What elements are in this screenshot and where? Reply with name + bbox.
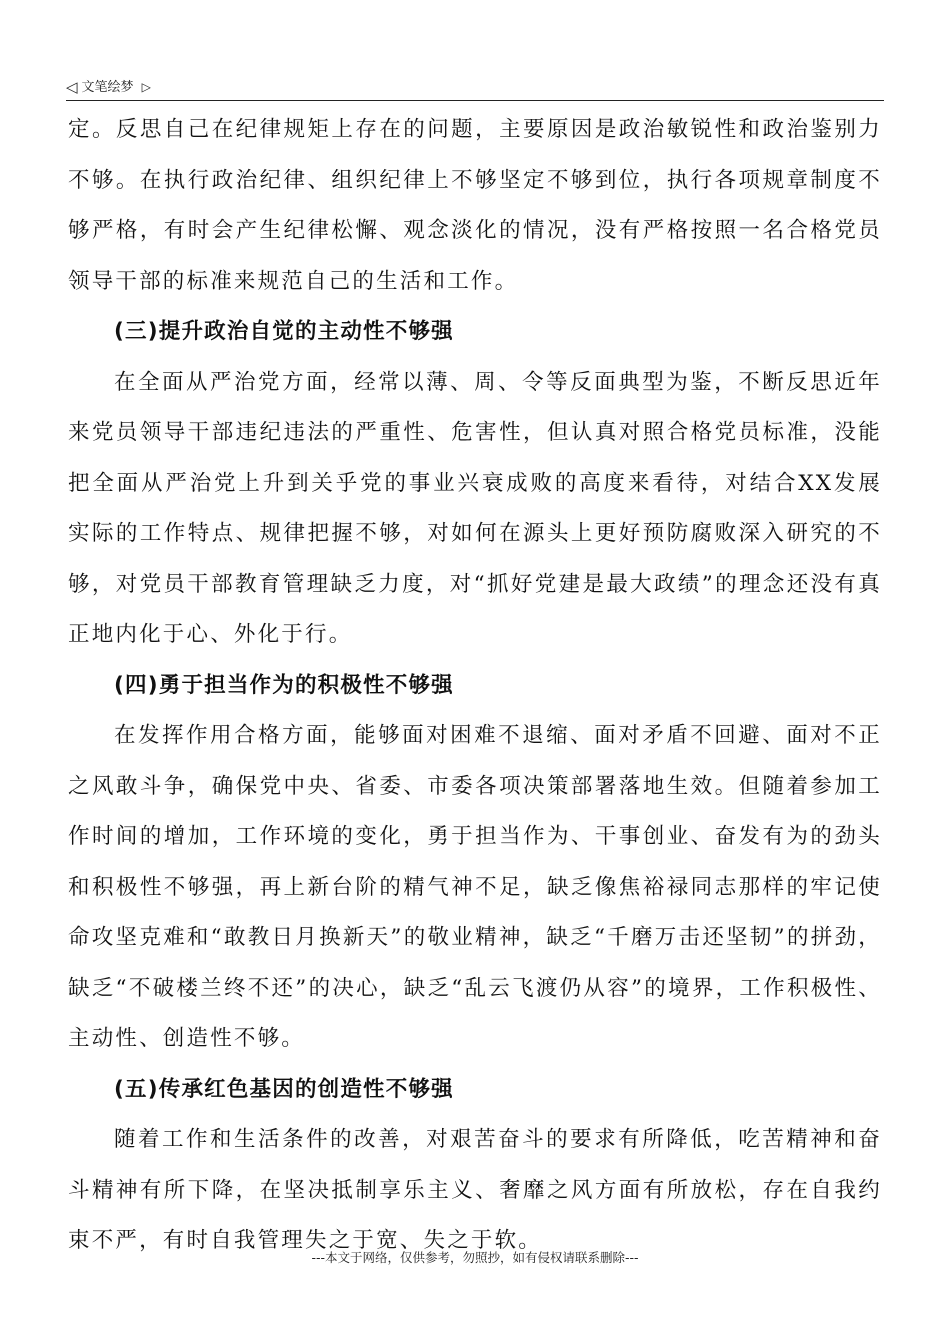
document-body: [68, 105, 882, 1267]
paragraph-section-5: 随着工作和生活条件的改善，对艰苦奋斗的要求有所降低，吃苦精神和奋斗精神有所下降，在坚决抵制享乐主义、奢靡之风方面有所放松，存在自我约束不严，有时自我管理失之于宽、失之于软。: [68, 1127, 882, 1253]
section-heading-3: (三)提升政治自觉的主动性不够强: [114, 319, 454, 344]
page-header: [66, 74, 884, 101]
page-footer-disclaimer: ---本文于网络，仅供参考，勿照抄，如有侵权请联系删除---: [311, 1250, 639, 1265]
triangle-right-icon: ▷: [141, 80, 151, 94]
section-heading-5: (五)传承红色基因的创造性不够强: [114, 1076, 454, 1102]
triangle-left-icon: ◁: [66, 77, 78, 96]
paragraph-section-4: 在发挥作用合格方面，能够面对困难不退缩、面对矛盾不回避、面对不正之风敢斗争，确保党中央、省委、市委各项决策部署落地生效。但随着参加工作时间的增加，工作环境的变化，勇于担当作为、干事创业、奋发有为的劲头和积极性不够强，再上新台阶的精气神不足，缺乏像焦裕禄同志那样的牢记使命攻坚克难和“敢教日月换新天”的敬业精神，缺乏“千磨万击还坚韧”的拼劲，缺乏“不破楼兰终不还”的决心，缺乏“乱云飞渡仍从容”的境界，工作积极性、主动性、创造性不够。: [68, 723, 882, 1051]
header-title: 文笔绘梦: [81, 79, 134, 95]
paragraph-section-3: 在全面从严治党方面，经常以薄、周、令等反面典型为鉴，不断反思近年来党员领导干部违纪违法的严重性、危害性，但认真对照合格党员标准，没能把全面从严治党上升到关乎党的事业兴衰成败的高度来看待，对结合XX发展实际的工作特点、规律把握不够，对如何在源头上更好预防腐败深入研究的不够，对党员干部教育管理缺乏力度，对“抓好党建是最大政绩”的理念还没有真正地内化于心、外化于行。: [68, 369, 882, 647]
section-heading-4: (四)勇于担当作为的积极性不够强: [114, 672, 454, 698]
paragraph-continuation: 定。反思自己在纪律规矩上存在的问题，主要原因是政治敏锐性和政治鉴别力不够。在执行政治纪律、组织纪律上不够坚定不够到位，执行各项规章制度不够严格，有时会产生纪律松懈、观念淡化的情况，没有严格按照一名合格党员领导干部的标准来规范自己的生活和工作。: [68, 117, 882, 294]
